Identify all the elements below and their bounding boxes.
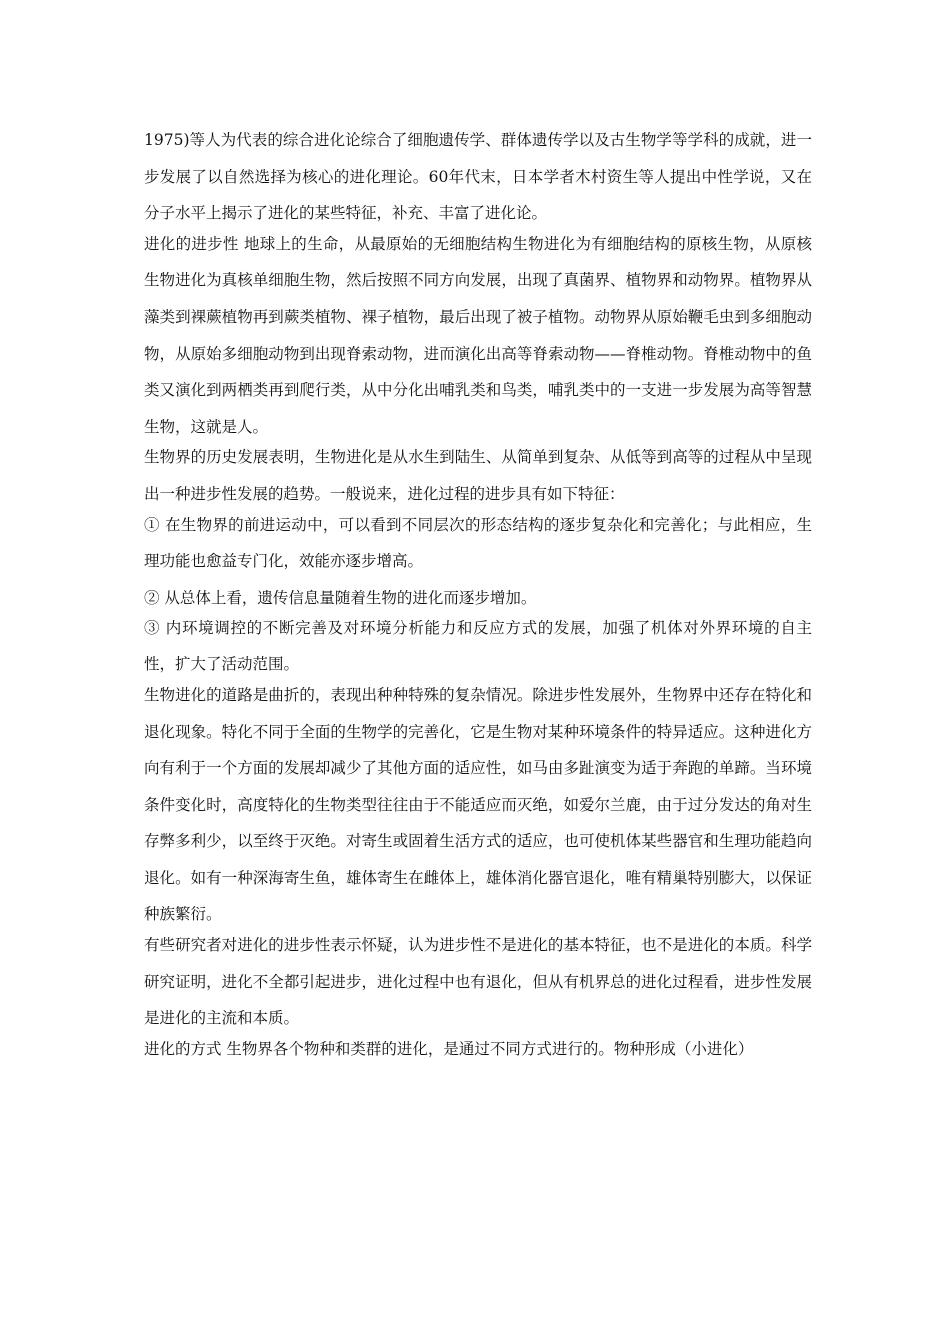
paragraph-specialization: 生物进化的道路是曲折的，表现出种种特殊的复杂情况。除进步性发展外，生物界中还存在特化和退化现象。特化不同于全面的生物学的完善化，它是生物对某种环境条件的特异适应。这种进化方向有利于一个方面的发展却减少了其他方面的适应性，如马由多趾演变为适于奔跑的单蹄。当环境条件变化时，高度特化的生物类型往往由于不能适应而灭绝，如爱尔兰鹿，由于过分发达的角对生存弊多利少，以至终于灭绝。对寄生或固着生活方式的适应，也可使机体某些器官和生理功能趋向退化。如有一种深海寄生鱼，雄体寄生在雌体上，雄体消化器官退化，唯有精巢特别膨大，以保证种族繁衍。: [144, 685, 812, 924]
paragraph-evolution-modes: 进化的方式 生物界各个物种和类群的进化，是通过不同方式进行的。物种形成（小进化）: [144, 1039, 754, 1058]
list-item-feature-3: ③ 内环境调控的不断完善及对环境分析能力和反应方式的发展，加强了机体对外界环境的自主性，扩大了活动范围。: [144, 618, 812, 674]
list-item-feature-2: ② 从总体上看，遗传信息量随着生物的进化而逐步增加。: [144, 588, 537, 607]
paragraph-progressiveness: 进化的进步性 地球上的生命，从最原始的无细胞结构生物进化为有细胞结构的原核生物，从原核生物进化为真核单细胞生物，然后按照不同方向发展，出现了真菌界、植物界和动物界。植物界从藻类到裸蕨植物再到蕨类植物、裸子植物，最后出现了被子植物。动物界从原始鞭毛虫到多细胞动物，从原始多细胞动物到出现脊索动物，进而演化出高等脊索动物——脊椎动物。脊椎动物中的鱼类又演化到两栖类再到爬行类，从中分化出哺乳类和鸟类，哺乳类中的一支进一步发展为高等智慧生物，这就是人。: [144, 234, 812, 436]
document-body: [144, 122, 812, 1067]
paragraph-synthetic-theory: 1975)等人为代表的综合进化论综合了细胞遗传学、群体遗传学以及古生物学等学科的成就，进一步发展了以自然选择为核心的进化理论。60年代末，日本学者木村资生等人提出中性学说，又在分子水平上揭示了进化的某些特征，补充、丰富了进化论。: [144, 131, 812, 223]
list-item-feature-1: ① 在生物界的前进运动中，可以看到不同层次的形态结构的逐步复杂化和完善化；与此相应，生理功能也愈益专门化，效能亦逐步增高。: [144, 515, 812, 571]
paragraph-history-trend: 生物界的历史发展表明，生物进化是从水生到陆生、从简单到复杂、从低等到高等的过程从中呈现出一种进步性发展的趋势。一般说来，进化过程的进步具有如下特征：: [144, 448, 812, 503]
paragraph-doubts: 有些研究者对进化的进步性表示怀疑，认为进步性不是进化的基本特征，也不是进化的本质。科学研究证明，进化不全都引起进步，进化过程中也有退化，但从有机界总的进化过程看，进步性发展是进化的主流和本质。: [144, 936, 812, 1028]
